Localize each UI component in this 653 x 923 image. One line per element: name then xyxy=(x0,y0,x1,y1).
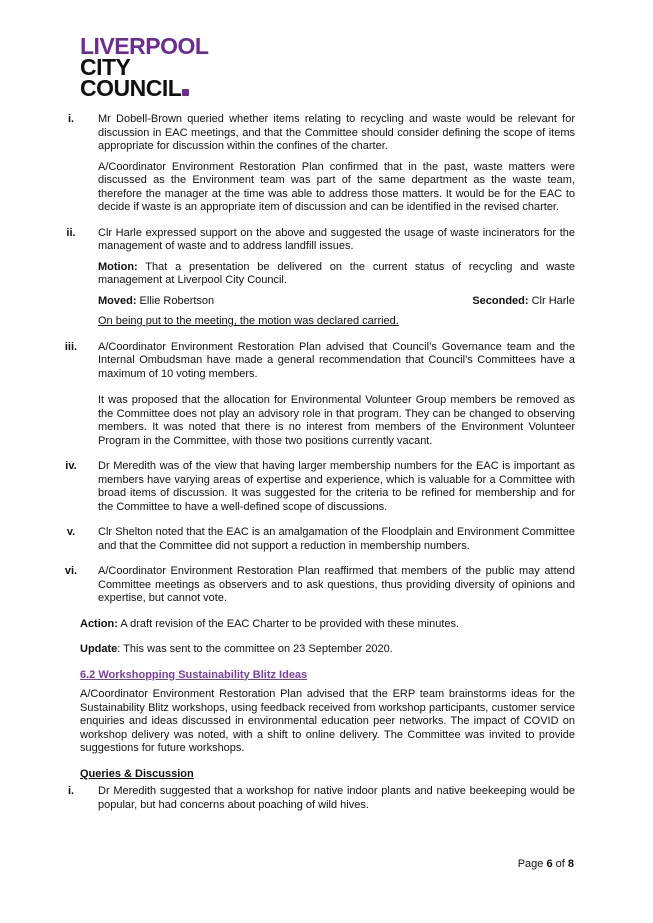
list-item xyxy=(0,785,653,812)
item-number: i. xyxy=(67,113,75,125)
item-paragraph: Clr Harle expressed support on the above and suggested the usage of waste incinerators for the management of waste and to address landfill issues. xyxy=(98,226,575,252)
moved-seconded-row xyxy=(98,295,575,309)
item-number: iii. xyxy=(64,340,78,353)
section-heading-block xyxy=(0,669,653,683)
list-item xyxy=(0,526,653,553)
section-paragraph: A/Coordinator Environment Restoration Plan advised that the ERP team brainstorms ideas for the Sustainability Blitz workshops, using feedback received from workshop participants, customer service enquiries and ideas discussed in environmental education peer networks. The impact of COVID on workshop delivery was noted, with a shift to online delivery. The Committee was invited to provide suggestions for future workshops. xyxy=(80,688,575,754)
section-paragraph-block xyxy=(0,688,653,756)
item-paragraph: Dr Meredith was of the view that having larger membership numbers for the EAC is important as members have varying areas of expertise and experience, which is valuable for a Committee with broad items of discussion. It was suggested for the criteria to be refined for membership and for the Committee to have a well-defined scope of discussions. xyxy=(98,460,575,513)
logo-dot xyxy=(182,89,189,96)
item-number: v. xyxy=(66,526,76,538)
motion-carried: On being put to the meeting, the motion was declared carried. xyxy=(98,315,399,327)
item-number: i. xyxy=(67,785,75,797)
item-paragraph: A/Coordinator Environment Restoration Plan reaffirmed that members of the public may attend Committee meetings as observers and to ask questions, thus providing diversity of opinions and expertise, but cannot vote. xyxy=(98,565,575,604)
seconded-by: Seconded: Clr Harle xyxy=(472,294,575,307)
logo-line-3: COUNCIL xyxy=(80,78,208,99)
item-number: iv. xyxy=(65,460,77,472)
logo-line-2: CITY xyxy=(80,54,131,80)
item-paragraph: A/Coordinator Environment Restoration Plan confirmed that in the past, waste matters were discussed as the Environment team was part of the same department as the waste team, therefore the manager at the time was able to address those matters. It would be for the EAC to decide if waste is an appropriate item of discussion and can be identified in the revised charter. xyxy=(98,160,575,213)
item-paragraph: A/Coordinator Environment Restoration Plan advised that Council’s Governance team and the Internal Ombudsman have made a general recommendation that Council’s Committees have a maximum of 10 voting members. xyxy=(98,340,575,380)
section-heading: 6.2 Workshopping Sustainability Blitz Ideas xyxy=(80,668,308,681)
item-paragraph: It was proposed that the allocation for Environmental Volunteer Group members be removed as the Committee does not play an advisory role in that program. They can be changed to observing members. It was noted that there is no interest from members of the Environment Volunteer Program in the Committee, with those two positions currently vacant. xyxy=(98,394,575,447)
queries-heading-block xyxy=(0,768,653,782)
motion-text: Motion: That a presentation be delivered on the current status of recycling and waste management at Liverpool City Council. xyxy=(98,260,575,286)
action-line: Action: A draft revision of the EAC Charter to be provided with these minutes. xyxy=(80,617,460,630)
logo-line-1: LIVERPOOL xyxy=(80,33,209,59)
list-item xyxy=(0,341,653,449)
item-paragraph: Mr Dobell-Brown queried whether items relating to recycling and waste would be relevant for discussion in EAC meetings, and that the Committee should consider defining the scope of items appropriate for discussion within the confines of the charter. xyxy=(98,113,575,152)
list-item xyxy=(0,460,653,514)
queries-heading: Queries & Discussion xyxy=(80,767,194,780)
item-paragraph: Dr Meredith suggested that a workshop for native indoor plants and native beekeeping would be popular, but had concerns about poaching of wild hives. xyxy=(98,785,575,811)
moved-by: Moved: Ellie Robertson xyxy=(98,294,215,307)
update-line: Update: This was sent to the committee on 23 September 2020. xyxy=(80,643,393,655)
minutes-content xyxy=(0,113,653,824)
council-logo xyxy=(80,33,209,101)
item-number: ii. xyxy=(66,226,76,239)
item-paragraph: Clr Shelton noted that the EAC is an amalgamation of the Floodplain and Environment Committee and that the Committee did not support a reduction in membership numbers. xyxy=(98,526,575,552)
list-item xyxy=(0,565,653,606)
list-item xyxy=(0,227,653,329)
item-number: vi. xyxy=(64,565,78,577)
page-number: Page 6 of 8 xyxy=(517,858,574,870)
list-item xyxy=(0,113,653,215)
